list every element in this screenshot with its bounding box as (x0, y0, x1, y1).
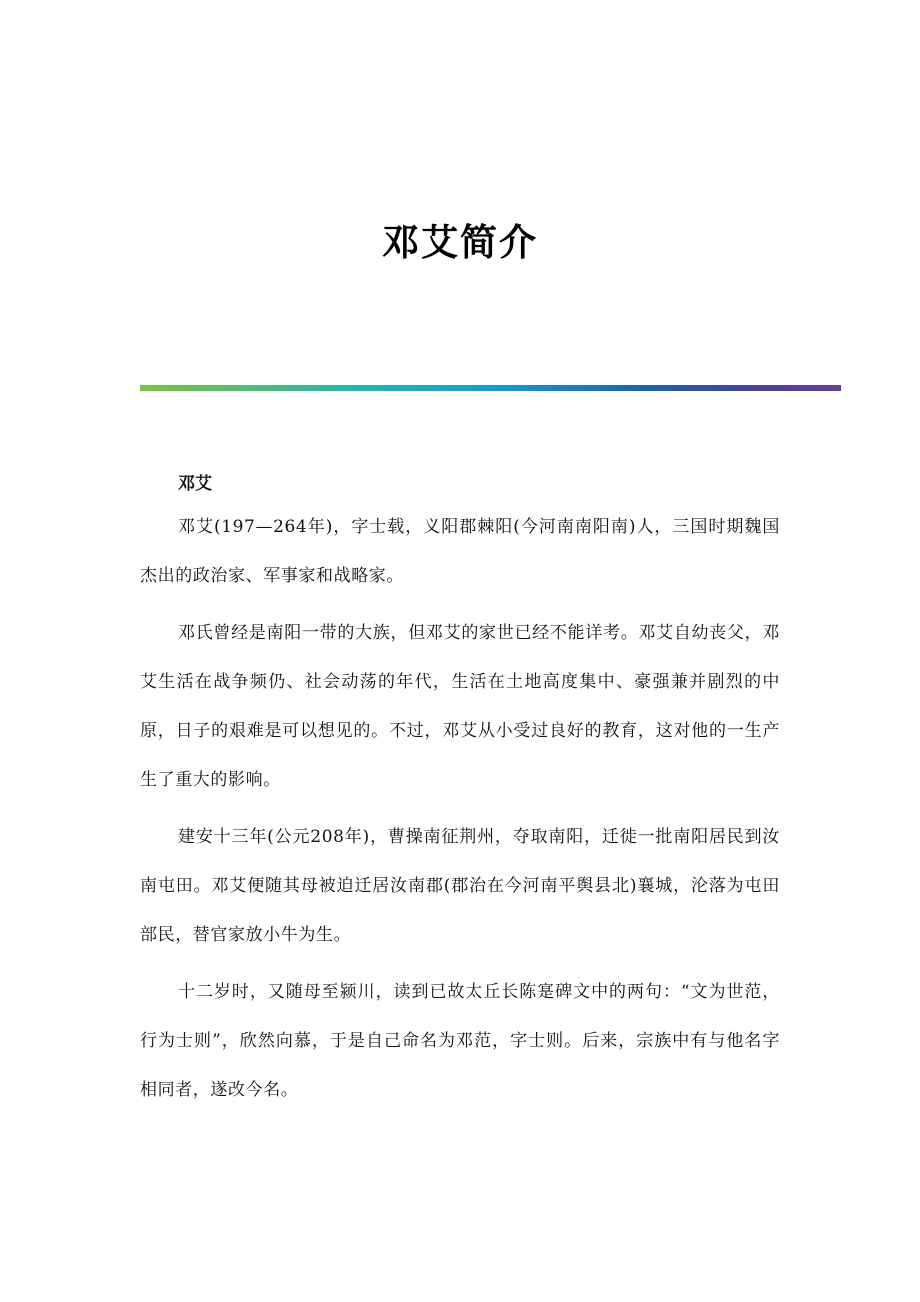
paragraph-2: 邓氏曾经是南阳一带的大族，但邓艾的家世已经不能详考。邓艾自幼丧父，邓艾生活在战争频仍、社会动荡的年代，生活在土地高度集中、豪强兼并剧烈的中原，日子的艰难是可以想见的。不过，邓艾从小受过良好的教育，这对他的一生产生了重大的影响。 (140, 623, 780, 790)
page-title: 邓艾简介 (382, 221, 538, 264)
paragraph-4: 十二岁时，又随母至颍川，读到已故太丘长陈寔碑文中的两句：“文为世范，行为士则”，欣然向慕，于是自己命名为邓范，字士则。后来，宗族中有与他名字相同者，遂改今名。 (140, 982, 780, 1100)
paragraph-1: 邓艾(197—264年)，字士载，义阳郡棘阳(今河南南阳南)人，三国时期魏国杰出的政治家、军事家和战略家。 (140, 517, 780, 586)
paragraph-3: 建安十三年(公元208年)，曹操南征荆州，夺取南阳，迁徙一批南阳居民到汝南屯田。邓艾便随其母被迫迁居汝南郡(郡治在今河南平舆县北)襄城，沦落为屯田部民，替官家放小牛为生。 (140, 827, 780, 945)
article-body (140, 466, 780, 1123)
gradient-divider (140, 385, 841, 391)
section-heading: 邓艾 (178, 474, 212, 494)
